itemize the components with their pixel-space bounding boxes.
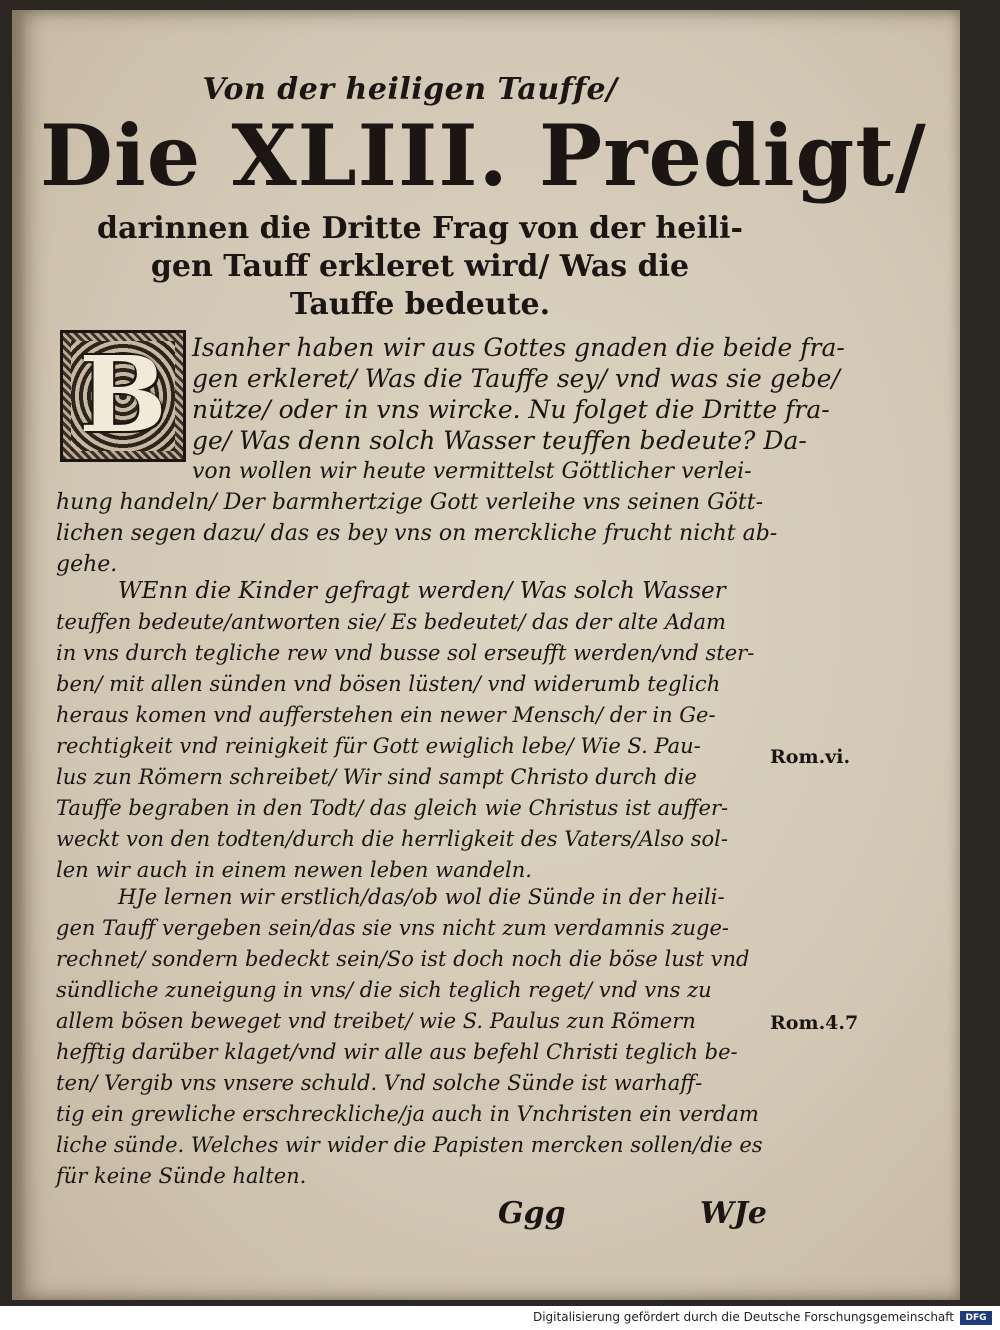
body-line: WEnn die Kinder gefragt werden/ Was solch Wasser <box>118 578 726 604</box>
body-line: gehe. <box>56 552 118 577</box>
running-head: Von der heiligen Tauffe/ <box>202 72 618 107</box>
signature-mark: Ggg <box>498 1196 566 1231</box>
subtitle-line: gen Tauff erkleret wird/ Was die <box>150 249 690 284</box>
body-line: von wollen wir heute vermittelst Göttlicher verlei- <box>192 459 752 484</box>
body-line: allem bösen beweget vnd treibet/ wie S. Paulus zun Römern <box>56 1009 696 1033</box>
margin-note-rom-6: Rom.vi. <box>770 746 851 768</box>
dfg-logo: DFG <box>960 1311 992 1325</box>
body-line: liche sünde. Welches wir wider die Papisten mercken sollen/die es <box>56 1133 763 1157</box>
body-line: tig ein grewliche erschreckliche/ja auch in Vnchristen ein verdam <box>56 1102 759 1126</box>
page-gutter-shadow <box>12 10 26 1300</box>
body-line: Isanher haben wir aus Gottes gnaden die beide fra- <box>192 333 845 362</box>
body-line: weckt von den todten/durch die herrligkeit des Vaters/Also sol- <box>56 827 728 851</box>
initial-letter: B <box>79 333 167 456</box>
body-line: rechtigkeit vnd reinigkeit für Gott ewiglich lebe/ Wie S. Pau- <box>56 734 701 758</box>
body-line: heraus komen vnd aufferstehen ein newer Mensch/ der in Ge- <box>56 703 716 727</box>
body-line: nütze/ oder in vns wircke. Nu folget die Dritte fra- <box>192 395 830 424</box>
body-line: gen erkleret/ Was die Tauffe sey/ vnd was sie gebe/ <box>192 364 840 393</box>
sermon-title: Die XLIII. Predigt/ <box>40 106 927 205</box>
body-line: ge/ Was denn solch Wasser teuffen bedeute? Da- <box>192 426 807 455</box>
body-line: rechnet/ sondern bedeckt sein/So ist doch noch die böse lust vnd <box>56 947 750 971</box>
body-line: len wir auch in einem newen leben wandeln. <box>56 858 532 882</box>
body-line: in vns durch tegliche rew vnd busse sol erseufft werden/vnd ster- <box>56 641 755 665</box>
funding-notice: Digitalisierung gefördert durch die Deutsche Forschungsgemeinschaft <box>532 1310 954 1324</box>
catchword: WJe <box>700 1196 767 1231</box>
body-line: ten/ Vergib vns vnsere schuld. Vnd solche Sünde ist warhaff- <box>56 1071 703 1095</box>
body-line: hefftig darüber klaget/vnd wir alle aus befehl Christi teglich be- <box>56 1040 738 1064</box>
margin-note-rom-4-7: Rom.4.7 <box>770 1012 859 1034</box>
body-line: lus zun Römern schreibet/ Wir sind sampt Christo durch die <box>56 765 697 789</box>
body-line: ben/ mit allen sünden vnd bösen lüsten/ vnd widerumb teglich <box>56 672 721 696</box>
body-line: HJe lernen wir erstlich/das/ob wol die Sünde in der heili- <box>118 885 725 909</box>
body-line: hung handeln/ Der barmhertzige Gott verleihe vns seinen Gött- <box>56 490 764 515</box>
footer-bar <box>0 1306 1000 1330</box>
body-line: lichen segen dazu/ das es bey vns on merckliche frucht nicht ab- <box>56 521 778 546</box>
subtitle-line: Tauffe bedeute. <box>289 287 551 322</box>
sermon-subtitle <box>80 210 760 324</box>
body-line: sündliche zuneigung in vns/ die sich teglich reget/ vnd vns zu <box>56 978 712 1002</box>
body-line: gen Tauff vergeben sein/das sie vns nicht zum verdamnis zuge- <box>56 916 729 940</box>
subtitle-line: darinnen die Dritte Frag von der heili- <box>97 211 743 246</box>
body-line: für keine Sünde halten. <box>56 1164 307 1188</box>
body-line: Tauffe begraben in den Todt/ das gleich wie Christus ist auffer- <box>56 796 729 820</box>
body-line: teuffen bedeute/antworten sie/ Es bedeutet/ das der alte Adam <box>56 610 726 634</box>
decorated-initial <box>60 330 186 462</box>
